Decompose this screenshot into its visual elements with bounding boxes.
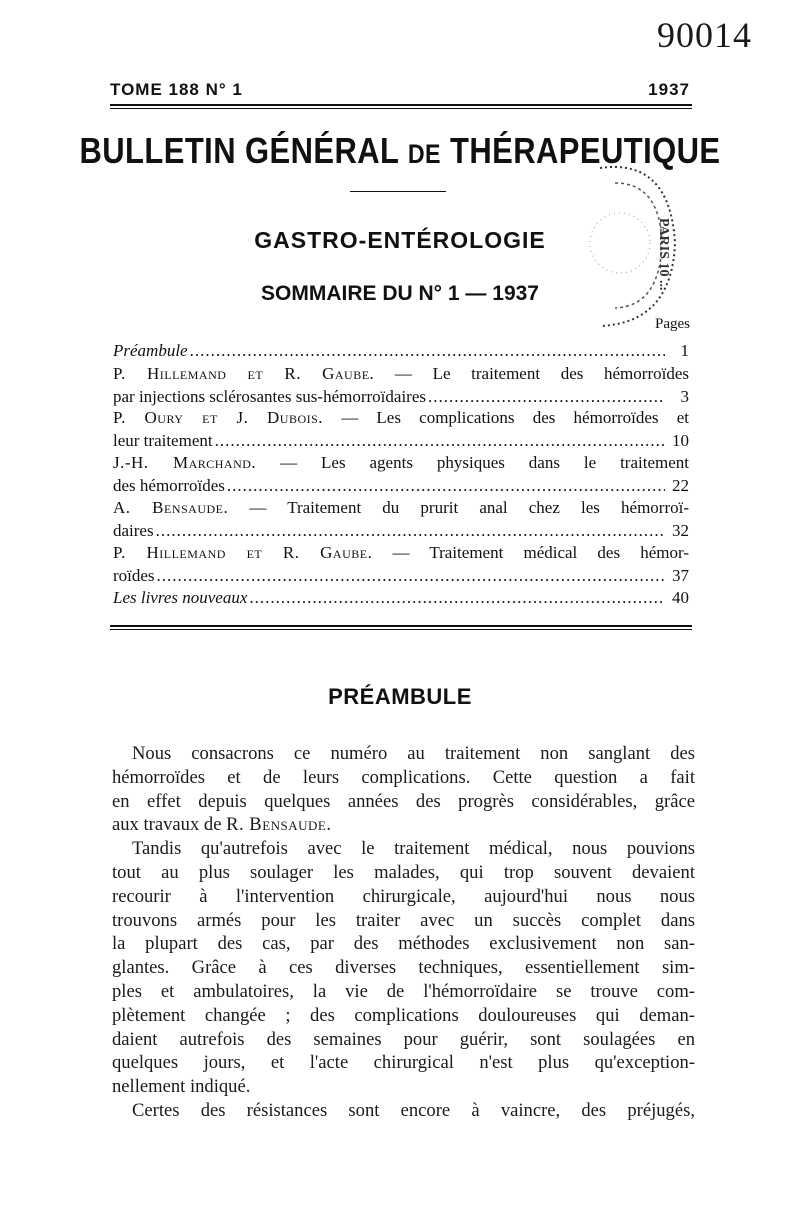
toc-authors: P. Hillemand et R. Gaube. [113, 543, 373, 562]
toc-authors: P. Hillemand et R. Gaube. [113, 364, 375, 383]
body-line: Nous consacrons ce numéro au traitement non sanglant des [132, 743, 695, 764]
toc-page: 22 [672, 476, 689, 495]
sommaire-heading: SOMMAIRE DU N° 1 — 1937 [261, 282, 539, 305]
tome-number: TOME 188 N° 1 [110, 80, 243, 99]
body-line: plètement changée ; des complications douloureuses qui deman- [112, 1004, 695, 1026]
toc-entry-3[interactable] [113, 406, 689, 452]
title-part-1: BULLETIN GÉNÉRAL [79, 130, 408, 171]
preambule-body [112, 742, 695, 1123]
toc-title: — Traitement du prurit anal chez les hémorroï- [228, 498, 689, 517]
body-line: hémorroïdes et de leurs complications. Cette question a fait [112, 766, 695, 788]
toc-title: — Les complications des hémorroïdes et [323, 408, 689, 427]
toc-title: — Les agents physiques dans le traitement [256, 453, 689, 472]
toc-page: 10 [672, 431, 689, 450]
toc-bottom-rule [110, 625, 692, 630]
toc-authors: A. Bensaude. [113, 498, 229, 517]
toc-entry-1[interactable] [113, 339, 689, 362]
toc-page: 3 [680, 387, 689, 406]
body-line: en effet depuis quelques années des progrès considérables, grâce [112, 790, 695, 812]
section-title: GASTRO-ENTÉROLOGIE [254, 227, 546, 253]
header-rule [110, 104, 692, 109]
shelfmark: 90014 [657, 15, 752, 55]
toc-entry-7[interactable] [113, 586, 689, 609]
author-name: R. Bensaude. [226, 814, 332, 836]
body-line: trouvons armés pour les traiter avec un succès complet dans [112, 909, 695, 931]
title-part-2: DE [407, 139, 441, 169]
title-part-3: THÉRAPEUTIQUE [440, 130, 721, 171]
header-year: 1937 [648, 80, 690, 99]
body-line: la plupart des cas, par des méthodes exclusivement non san- [112, 933, 695, 955]
body-line: Tandis qu'autrefois avec le traitement médical, nous pouvions [132, 838, 695, 860]
body-line: aux travaux de [112, 814, 227, 836]
library-stamp-icon [560, 148, 690, 338]
toc-title-cont: par injections sclérosantes sus-hémorroïdaires [113, 387, 426, 406]
body-line-with-author [112, 813, 695, 837]
toc-authors: P. Oury et J. Dubois. [113, 408, 324, 427]
toc-title-cont: leur traitement [113, 431, 213, 450]
toc-title-cont: daires [113, 521, 154, 540]
toc-entry-4[interactable] [113, 451, 689, 497]
toc-title: Les livres nouveaux [113, 588, 248, 607]
toc-title: — Traitement médical des hémor- [372, 543, 689, 562]
body-line: tout au plus soulager les malades, qui trop souvent devaient [112, 861, 695, 883]
body-line: ples et ambulatoires, la vie de l'hémorroïdaire se trouve com- [112, 980, 695, 1002]
toc-title-cont: des hémorroïdes [113, 476, 225, 495]
toc-entry-2[interactable] [113, 362, 689, 408]
toc-title-cont: roïdes [113, 566, 155, 585]
toc-entry-6[interactable] [113, 541, 689, 587]
body-line: glantes. Grâce à ces diverses techniques, essentiellement sim- [112, 957, 695, 979]
body-line: daient autrefois des semaines pour guérir, sont soulagées en [112, 1028, 695, 1050]
toc-authors: J.-H. Marchand. [113, 453, 257, 472]
preambule-heading: PRÉAMBULE [328, 684, 472, 709]
toc-page: 32 [672, 521, 689, 540]
body-line: quelques jours, et l'acte chirurgical n'est plus qu'exception- [112, 1052, 695, 1074]
body-line: nellement indiqué. [112, 1076, 251, 1098]
pages-label: Pages [655, 316, 690, 332]
body-line: Certes des résistances sont encore à vaincre, des préjugés, [132, 1099, 695, 1121]
toc-page: 40 [672, 588, 689, 607]
stamp-text: PARIS 10 ... [656, 218, 671, 291]
toc-title: Préambule [113, 341, 188, 360]
body-line: recourir à l'intervention chirurgicale, aujourd'hui nous nous [112, 885, 695, 907]
title-divider [350, 191, 446, 192]
toc-title: — Le traitement des hémorroïdes [374, 364, 689, 383]
toc-page: 37 [672, 566, 689, 585]
toc-entry-5[interactable] [113, 496, 689, 542]
toc-page: 1 [680, 341, 689, 360]
